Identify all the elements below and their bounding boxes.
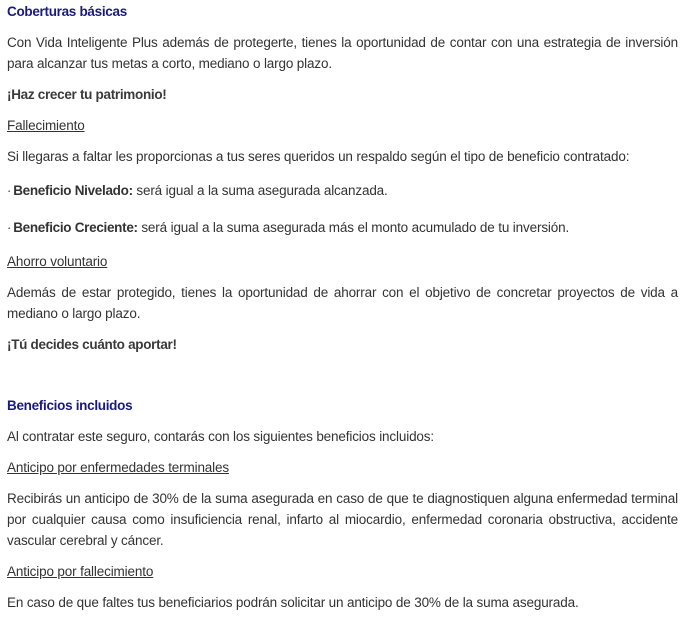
bullet-beneficio-creciente xyxy=(7,219,569,237)
bullet-nivelado-text: será igual a la suma asegurada alcanzada. xyxy=(132,183,388,198)
bullet-creciente-text: será igual a la suma asegurada más el monto acumulado de tu inversión. xyxy=(137,220,570,235)
slogan-patrimonio: ¡Haz crecer tu patrimonio! xyxy=(7,87,167,102)
bullet-beneficio-nivelado xyxy=(7,182,388,200)
anticipo-fallecimiento-text: En caso de que faltes tus beneficiarios podrán solicitar un anticipo de 30% de la suma asegurada. xyxy=(7,595,579,610)
bullet-dot-icon: · xyxy=(7,220,12,235)
anticipo-terminales-text: Recibirás un anticipo de 30% de la suma asegurada en caso de que te diagnostiquen alguna enfermedad terminal por cualquier causa como insuficiencia renal, infarto al miocardio, enfermedad coronaria obstructiva, accidente vascular cerebral y cáncer. xyxy=(7,491,678,548)
heading-anticipo-fallecimiento: Anticipo por fallecimiento xyxy=(7,564,154,579)
section-title-beneficios: Beneficios incluidos xyxy=(7,398,133,413)
section-title-coberturas: Coberturas básicas xyxy=(7,4,127,19)
heading-fallecimiento: Fallecimiento xyxy=(7,118,85,133)
beneficios-intro: Al contratar este seguro, contarás con los siguientes beneficios incluidos: xyxy=(7,429,434,444)
heading-ahorro-voluntario: Ahorro voluntario xyxy=(7,254,108,269)
coberturas-intro: Con Vida Inteligente Plus además de protegerte, tienes la oportunidad de contar con una estrategia de inversión para alcanzar tus metas a corto, mediano o largo plazo. xyxy=(7,35,678,71)
bullet-creciente-bold: Beneficio Creciente: xyxy=(13,220,138,235)
heading-anticipo-terminales: Anticipo por enfermedades terminales xyxy=(7,460,229,475)
bullet-nivelado-bold: Beneficio Nivelado: xyxy=(13,183,133,198)
bullet-dot-icon: · xyxy=(7,183,12,198)
ahorro-text: Además de estar protegido, tienes la oportunidad de ahorrar con el objetivo de concretar proyectos de vida a mediano o largo plazo. xyxy=(7,285,678,321)
fallecimiento-text: Si llegaras a faltar les proporcionas a tus seres queridos un respaldo según el tipo de beneficio contratado: xyxy=(7,149,630,164)
slogan-aportar: ¡Tú decides cuánto aportar! xyxy=(7,337,177,352)
